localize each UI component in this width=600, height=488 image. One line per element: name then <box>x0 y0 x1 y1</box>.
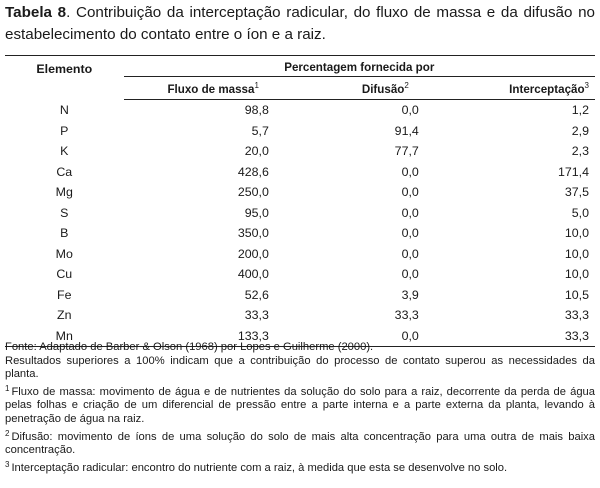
cell-diffusion: 0,0 <box>401 103 419 118</box>
cell-diffusion: 0,0 <box>401 267 419 282</box>
table-row <box>5 223 595 244</box>
caption-label: Tabela 8 <box>5 4 67 21</box>
cell-interception: 33,3 <box>564 308 589 323</box>
cell-diffusion: 0,0 <box>401 246 419 261</box>
footnote-ref-3: 3 <box>584 80 589 90</box>
footnote-text: Interceptação radicular: encontro do nutriente com a raiz, à medida que esta se desenvolve no solo. <box>11 461 508 474</box>
footnote-1 <box>5 382 595 427</box>
cell-interception: 10,0 <box>564 246 589 261</box>
cell-mass-flow: 133,3 <box>124 326 273 347</box>
cell-interception: 37,5 <box>564 185 589 200</box>
cell-mass-flow: 250,0 <box>237 185 269 200</box>
cell-element: B <box>60 226 69 241</box>
nutrient-contact-table <box>5 55 595 347</box>
cell-element: P <box>60 123 69 138</box>
cell-mass-flow: 33,3 <box>244 308 269 323</box>
cell-element: Ca <box>56 164 73 179</box>
cell-mass-flow: 20,0 <box>244 144 269 159</box>
footnote-ref-2: 2 <box>404 80 409 90</box>
cell-element: Fe <box>57 287 72 302</box>
table-row <box>5 203 595 224</box>
cell-diffusion: 0,0 <box>401 164 419 179</box>
cell-interception: 10,5 <box>564 287 589 302</box>
cell-diffusion: 33,3 <box>394 308 419 323</box>
table-row <box>5 305 595 326</box>
cell-mass-flow: 95,0 <box>244 205 269 220</box>
remark-note: Resultados superiores a 100% indicam que a contribuição do processo de contato superou as necessidades da planta. <box>5 354 595 381</box>
cell-interception: 2,3 <box>571 144 589 159</box>
source-note: Fonte: Adaptado de Barber & Olson (1968) por Lopes e Guilherme (2000). <box>5 341 374 353</box>
cell-element: Mn <box>5 326 124 347</box>
cell-diffusion: 3,9 <box>401 287 419 302</box>
table-row <box>5 162 595 183</box>
col-header-mass-flow: Fluxo de massa$^1$ <box>124 77 273 100</box>
footnote-number: 2 <box>5 428 10 438</box>
cell-mass-flow: 98,8 <box>244 103 269 118</box>
table-row <box>5 182 595 203</box>
cell-interception: 33,3 <box>423 326 595 347</box>
table-row <box>5 244 595 265</box>
table-row <box>5 285 595 306</box>
group-header-percentage: Percentagem fornecida por <box>124 56 595 77</box>
footnote-2 <box>5 427 595 458</box>
footnote-ref-1: 1 <box>254 80 259 90</box>
table-notes <box>5 341 595 475</box>
cell-interception: 10,0 <box>564 267 589 282</box>
table-body <box>5 100 595 347</box>
cell-interception: 171,4 <box>557 164 589 179</box>
cell-element: K <box>60 144 69 159</box>
cell-interception: 1,2 <box>571 103 589 118</box>
table-row <box>5 121 595 142</box>
footnote-number: 1 <box>5 383 10 393</box>
cell-mass-flow: 350,0 <box>237 226 269 241</box>
footnote-3 <box>5 458 595 476</box>
cell-diffusion: 77,7 <box>394 144 419 159</box>
caption-text: . Contribuição da interceptação radicular, do fluxo de massa e da difusão no estabelecimento do contato entre o íon e a raiz. <box>5 4 595 43</box>
cell-element: S <box>60 205 69 220</box>
cell-mass-flow: 52,6 <box>244 287 269 302</box>
table-group-header-row <box>5 56 595 77</box>
table-row <box>5 100 595 121</box>
cell-element: Zn <box>57 308 72 323</box>
cell-mass-flow: 400,0 <box>237 267 269 282</box>
cell-element: Mg <box>55 185 73 200</box>
table-caption <box>5 2 595 46</box>
cell-diffusion: 0,0 <box>401 185 419 200</box>
cell-element: Mo <box>55 246 73 261</box>
cell-interception: 5,0 <box>571 205 589 220</box>
col-header-diffusion: Difusão$^2$ <box>273 77 423 100</box>
cell-interception: 10,0 <box>564 226 589 241</box>
footnote-text: Difusão: movimento de íons de uma solução do solo de mais alta concentração para uma outra de mais baixa concentração. <box>5 430 595 457</box>
footnote-number: 3 <box>5 459 10 469</box>
cell-mass-flow: 428,6 <box>237 164 269 179</box>
table-row <box>5 264 595 285</box>
cell-diffusion: 0,0 <box>401 226 419 241</box>
col-header-element: Elemento <box>36 62 93 76</box>
cell-element: N <box>59 103 69 117</box>
table-row <box>5 141 595 162</box>
cell-mass-flow: 200,0 <box>237 246 269 261</box>
cell-interception: 2,9 <box>571 123 589 138</box>
cell-mass-flow: 5,7 <box>251 123 269 138</box>
footnotes <box>5 382 595 476</box>
cell-diffusion: 0,0 <box>273 326 423 347</box>
cell-diffusion: 91,4 <box>394 123 419 138</box>
cell-element: Cu <box>56 267 73 282</box>
cell-diffusion: 0,0 <box>401 205 419 220</box>
col-header-interception: Interceptação$^3$ <box>423 77 595 100</box>
footnote-text: Fluxo de massa: movimento de água e de nutrientes da solução do solo para a raiz, decorrente da perda de água pelas folhas e criação de um diferencial de pressão entre a parte interna e a parte externa da planta, levando à penetração de água na raiz. <box>5 385 595 425</box>
